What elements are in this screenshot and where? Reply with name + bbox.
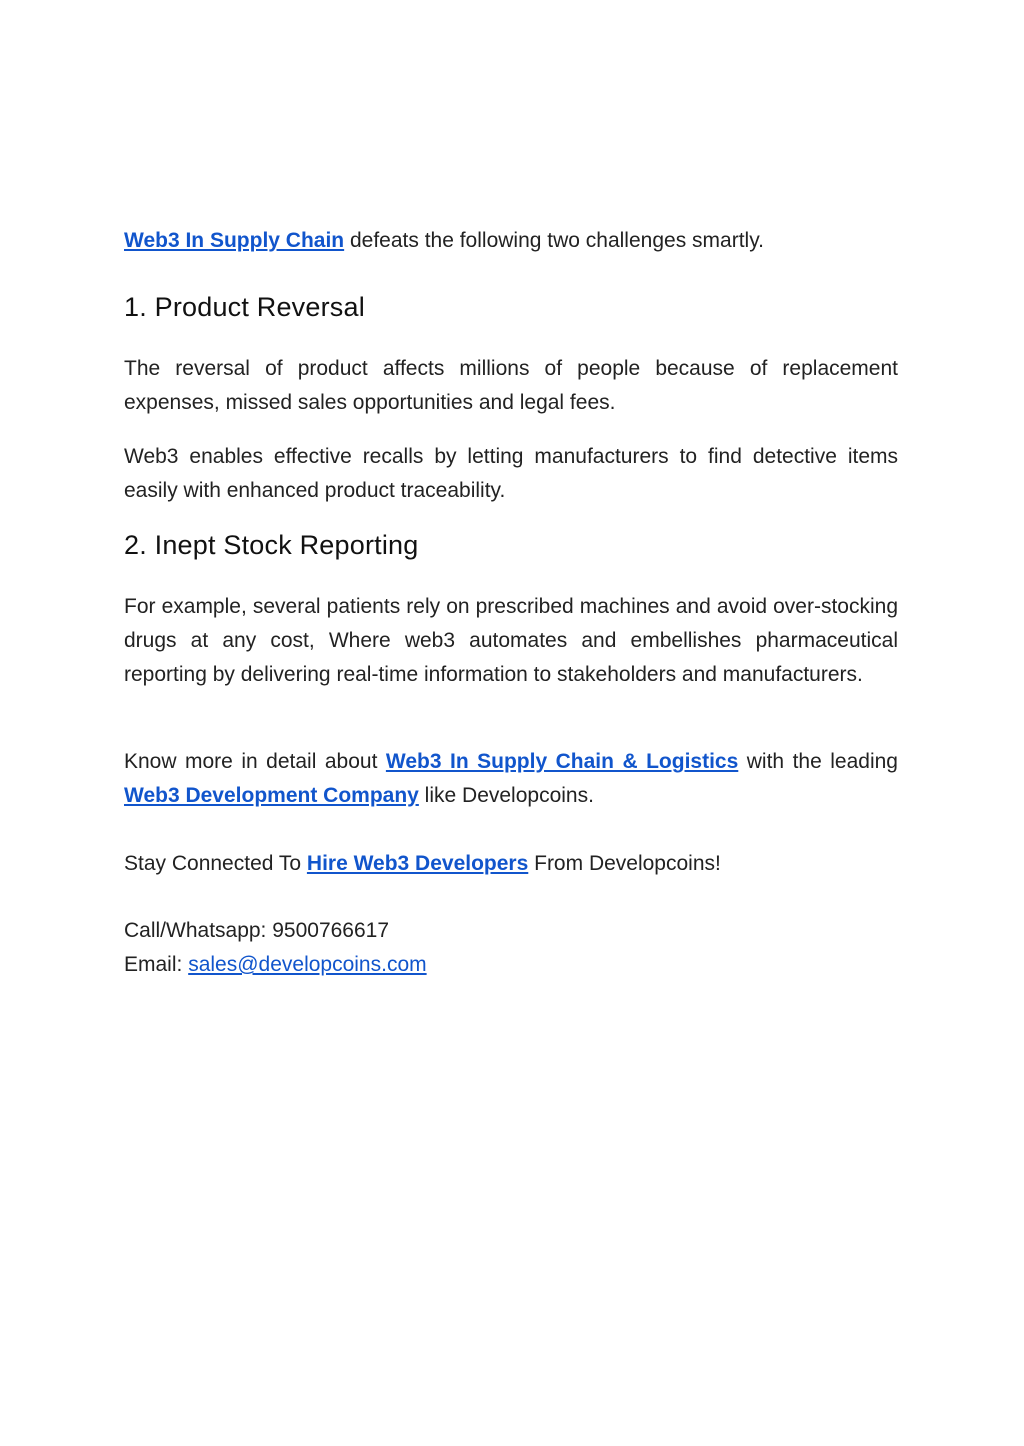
contact-block: [124, 914, 898, 982]
hire-web3-developers-link[interactable]: Hire Web3 Developers: [306, 852, 529, 875]
email-label: Email:: [124, 953, 189, 976]
web3-development-company-link[interactable]: Web3 Development Company: [124, 784, 419, 807]
web3-supply-chain-logistics-link[interactable]: Web3 In Supply Chain & Logistics: [385, 750, 739, 773]
product-reversal-paragraph-1: The reversal of product affects millions of people because of replacement expenses, missed sales opportunities and legal fees.: [124, 357, 898, 414]
web3-supply-chain-link[interactable]: Web3 In Supply Chain: [124, 229, 345, 252]
know-more-prefix: Know more in detail about: [124, 750, 386, 773]
intro-paragraph: [124, 224, 898, 258]
heading-product-reversal: 1. Product Reversal: [124, 292, 365, 322]
know-more-paragraph: [124, 745, 898, 813]
email-line: [124, 948, 898, 982]
know-more-suffix: like Developcoins.: [418, 784, 594, 807]
stay-connected-suffix: From Developcoins!: [528, 852, 721, 875]
stay-connected-prefix: Stay Connected To: [124, 852, 307, 875]
intro-text: defeats the following two challenges smartly.: [344, 229, 764, 252]
product-reversal-paragraph-2: Web3 enables effective recalls by letting manufacturers to find detective items easily with enhanced product traceability.: [124, 445, 898, 502]
call-whatsapp-line: Call/Whatsapp: 9500766617: [124, 919, 390, 942]
stay-connected-paragraph: [124, 847, 898, 881]
know-more-middle: with the leading: [738, 750, 898, 773]
stock-reporting-paragraph: For example, several patients rely on prescribed machines and avoid over-stocking drugs at any cost, Where web3 automates and embellishes pharmaceutical reporting by delivering real-time information to stakeholders and manufacturers.: [124, 595, 898, 686]
heading-inept-stock-reporting: 2. Inept Stock Reporting: [124, 530, 419, 560]
email-link[interactable]: sales@developcoins.com: [188, 953, 427, 976]
